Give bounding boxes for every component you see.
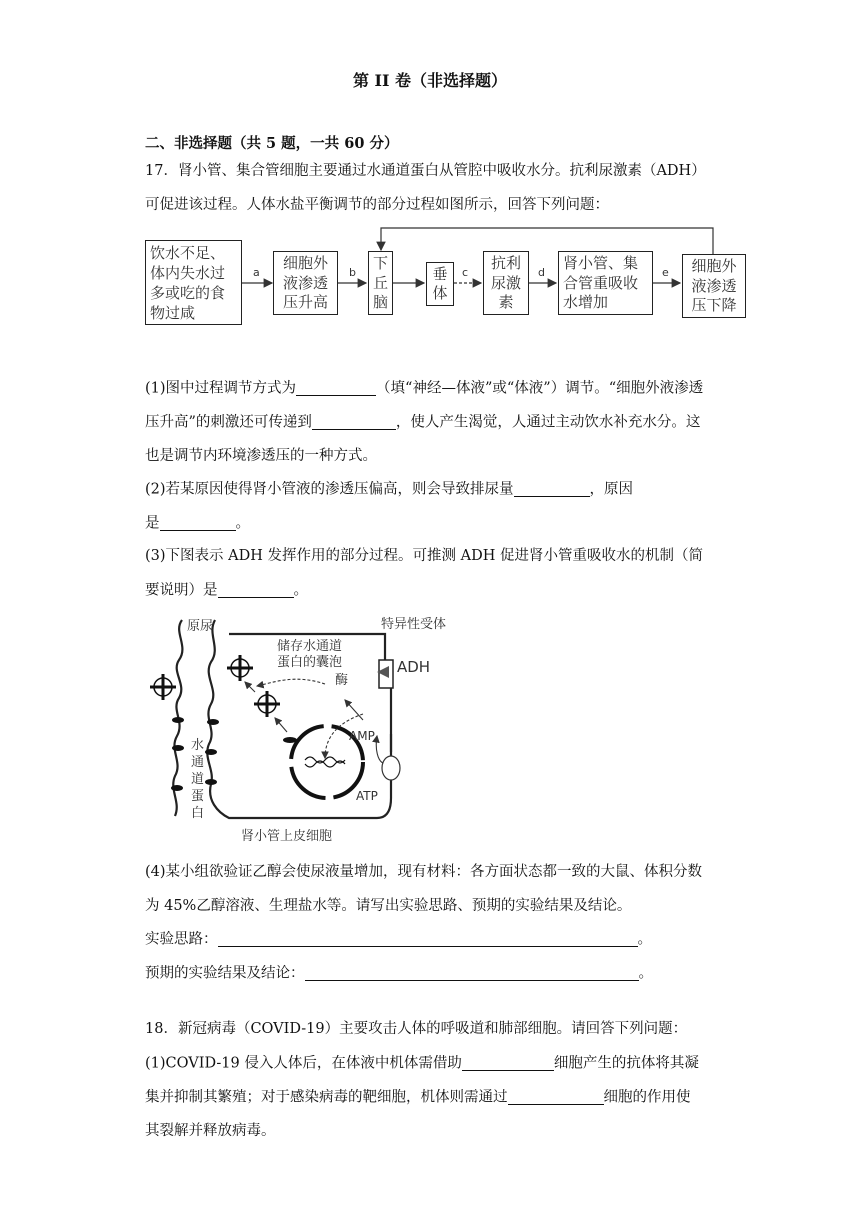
flow-box-text: 素 bbox=[498, 293, 514, 311]
q17-part4-line3 bbox=[145, 932, 652, 947]
flow-box-hypothalamus bbox=[368, 251, 393, 315]
text: 实验思路： bbox=[145, 931, 218, 948]
flow-box-text: 抗利 bbox=[490, 254, 521, 272]
text: ，使人产生渴觉，人通过主动饮水补充水分。这 bbox=[395, 414, 701, 431]
flow-box-text: 垂 bbox=[432, 265, 448, 283]
flow-box-text: 尿激 bbox=[490, 273, 521, 292]
arrow-label-e: e bbox=[662, 266, 669, 279]
flow-box-text: 脑 bbox=[372, 293, 388, 311]
q17-part1-line2 bbox=[145, 415, 700, 430]
answer-blank[interactable] bbox=[218, 932, 638, 947]
text: (1)COVID-19 侵入人体后，在体液中机体需借助 bbox=[145, 1055, 462, 1072]
flow-box-pituitary bbox=[426, 262, 454, 306]
text: (2)若某原因使得肾小管液的渗透压偏高，则会导致排尿量 bbox=[145, 481, 514, 498]
label-channel-5: 白 bbox=[191, 806, 205, 821]
q17-stem-line1: 17．肾小管、集合管细胞主要通过水通道蛋白从管腔中吸收水分。抗利尿激素（ADH） bbox=[145, 163, 706, 179]
label-enzyme: 酶 bbox=[335, 673, 349, 688]
flow-box-text: 液渗透 bbox=[691, 276, 737, 295]
flow-box-text: 体 bbox=[432, 284, 448, 302]
text: (1)图中过程调节方式为 bbox=[145, 380, 297, 397]
label-atp: ATP bbox=[356, 789, 378, 803]
text: ，原因 bbox=[589, 481, 634, 498]
flow-box-adh bbox=[483, 251, 529, 315]
q17-part4-line1: (4)某小组欲验证乙醇会使尿液量增加，现有材料：各方面状态都一致的大鼠、体积分数 bbox=[145, 864, 703, 880]
flow-box-cause-line: 多或吃的食 bbox=[150, 284, 226, 302]
label-channel-1: 水 bbox=[191, 738, 205, 753]
answer-blank[interactable] bbox=[218, 583, 294, 598]
q18-part1-line2 bbox=[145, 1090, 691, 1105]
flow-box-text: 肾小管、集 bbox=[563, 254, 639, 272]
label-channel-2: 通 bbox=[191, 755, 205, 770]
flow-box-text: 压下降 bbox=[691, 296, 737, 314]
q17-part4-line4 bbox=[145, 966, 653, 981]
label-channel-4: 蛋 bbox=[191, 789, 205, 804]
flow-box-cause-line: 饮水不足、 bbox=[150, 244, 226, 262]
answer-blank[interactable] bbox=[312, 415, 396, 430]
vesicle-icon bbox=[150, 655, 280, 717]
text: 。 bbox=[638, 965, 653, 982]
label-yuanniao: 原尿 bbox=[187, 619, 214, 634]
label-vesicle-1: 储存水通道 bbox=[277, 639, 343, 654]
text: 是 bbox=[145, 515, 160, 532]
flow-box-cause-line: 物过咸 bbox=[150, 304, 196, 322]
arrow-label-a: a bbox=[253, 266, 260, 279]
answer-blank[interactable] bbox=[508, 1090, 604, 1105]
arrow-label-c: c bbox=[462, 266, 469, 279]
q17-part4-line2: 为 45%乙醇溶液、生理盐水等。请写出实验思路、预期的实验结果及结论。 bbox=[145, 898, 632, 914]
flow-box-text: 丘 bbox=[372, 273, 388, 292]
q17-part1-line1 bbox=[145, 381, 703, 396]
q17-part3-line1: (3)下图表示 ADH 发挥作用的部分过程。可推测 ADH 促进肾小管重吸收水的机制（简 bbox=[145, 548, 703, 564]
flow-box-text: 水增加 bbox=[563, 293, 609, 311]
flow-box-text: 液渗透 bbox=[282, 273, 328, 292]
flow-box-reabsorb bbox=[558, 251, 653, 315]
text: 集并抑制其繁殖；对于感染病毒的靶细胞，机体则需通过 bbox=[145, 1089, 508, 1106]
flow-box-text: 压升高 bbox=[282, 293, 328, 311]
text: 细胞产生的抗体将其凝 bbox=[553, 1055, 699, 1072]
adh-cell-diagram bbox=[145, 612, 465, 848]
q18-stem: 18．新冠病毒（COVID-19）主要攻击人体的呼吸道和肺部细胞。请回答下列问题： bbox=[145, 1021, 688, 1037]
label-adh: ADH bbox=[397, 658, 431, 676]
flow-box-text: 合管重吸收 bbox=[563, 273, 639, 292]
label-amp: AMP bbox=[349, 729, 375, 743]
answer-blank[interactable] bbox=[296, 381, 376, 396]
q17-part3-line2 bbox=[145, 583, 308, 598]
q17-part1-line3: 也是调节内环境渗透压的一种方式。 bbox=[145, 448, 377, 464]
label-receptor: 特异性受体 bbox=[381, 617, 447, 632]
flow-box-text: 细胞外 bbox=[282, 254, 328, 272]
label-cell: 肾小管上皮细胞 bbox=[241, 829, 333, 844]
text: 。 bbox=[637, 931, 652, 948]
arrow-label-b: b bbox=[349, 266, 356, 279]
enzyme-ellipse bbox=[382, 756, 400, 780]
q18-part1-line1 bbox=[145, 1056, 699, 1071]
text: 要说明）是 bbox=[145, 582, 218, 599]
text: 压升高”的刺激还可传递到 bbox=[145, 414, 312, 431]
flow-box-cause-line: 体内失水过 bbox=[150, 264, 226, 282]
section-heading: 二、非选择题（共 5 题，一共 60 分） bbox=[145, 135, 399, 152]
answer-blank[interactable] bbox=[514, 482, 590, 497]
flow-box-osmotic-rise bbox=[273, 251, 338, 315]
answer-blank[interactable] bbox=[160, 516, 236, 531]
q17-part2-line1 bbox=[145, 482, 633, 497]
text: 预期的实验结果及结论： bbox=[145, 965, 305, 982]
answer-blank[interactable] bbox=[462, 1056, 554, 1071]
flow-box-osmotic-fall bbox=[682, 254, 746, 318]
q17-part2-line2 bbox=[145, 516, 250, 531]
flow-box-cause bbox=[145, 240, 242, 325]
text: 。 bbox=[235, 515, 250, 532]
label-vesicle-2: 蛋白的囊泡 bbox=[277, 655, 343, 670]
q18-part1-line3: 其裂解并释放病毒。 bbox=[145, 1123, 276, 1139]
text: 。 bbox=[293, 582, 308, 599]
text: 细胞的作用使 bbox=[603, 1089, 691, 1106]
flow-box-text: 下 bbox=[372, 254, 388, 272]
label-channel-3: 道 bbox=[191, 772, 205, 787]
answer-blank[interactable] bbox=[305, 966, 639, 981]
arrow-label-d: d bbox=[538, 266, 545, 279]
page-title: 第 II 卷（非选择题） bbox=[352, 71, 508, 90]
flow-box-text: 细胞外 bbox=[691, 257, 737, 275]
text: （填“神经—体液”或“体液”）调节。“细胞外液渗透 bbox=[376, 380, 704, 397]
q17-stem-line2: 可促进该过程。人体水盐平衡调节的部分过程如图所示，回答下列问题： bbox=[145, 197, 609, 213]
